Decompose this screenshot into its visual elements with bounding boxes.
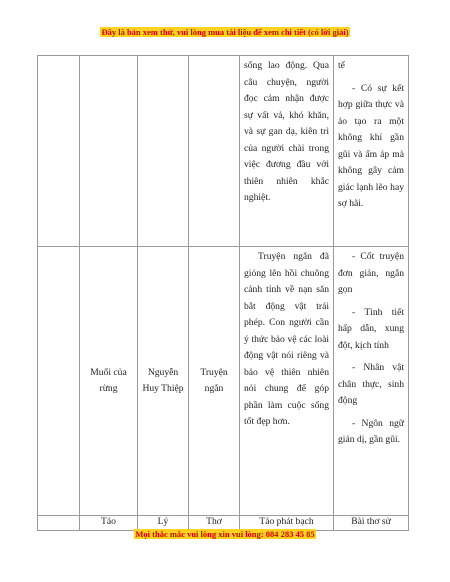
content-text: Truyện ngắn đã gióng lên hồi chuông cảnh tỉnh về nạn săn bắt động vật trái phép. Con người cần ý thức bảo vệ các loài động vật nói riêng và bảo vệ thiên nhiên nói chung để góp phần làm cuộc sống tốt đẹp hơn. bbox=[244, 251, 329, 427]
feature-item: - Ngôn ngữ giản dị, gần gũi. bbox=[338, 417, 404, 445]
index-cell bbox=[38, 56, 80, 247]
genre-cell bbox=[189, 56, 240, 247]
features-cell bbox=[334, 247, 409, 516]
feature-item: - Có sự kết hợp giữa thực và ảo tạo ra một không khí gần gũi và ấm áp mà không gây cảm giác lạnh lẽo hay sợ hãi. bbox=[338, 82, 404, 209]
preview-notice-banner bbox=[0, 27, 450, 38]
features-list bbox=[334, 56, 408, 215]
features-list bbox=[334, 247, 408, 451]
work-title: Muối của rừng bbox=[90, 366, 127, 394]
author-name: Nguyễn Huy Thiệp bbox=[142, 366, 184, 394]
genre-cell bbox=[189, 247, 240, 516]
content-text: Tảo phát bạch bbox=[259, 516, 314, 527]
index-cell bbox=[38, 247, 80, 516]
feature-item: - Tình tiết hấp dẫn, xung đột, kịch tính bbox=[338, 306, 404, 351]
features-cell bbox=[334, 56, 409, 247]
title-cell bbox=[80, 247, 138, 516]
genre-text: Truyện ngắn bbox=[200, 366, 228, 394]
title-cell bbox=[80, 56, 138, 247]
author-name: Lý bbox=[157, 516, 169, 527]
feature-item: - Cốt truyện đơn giản, ngắn gọn bbox=[338, 251, 404, 295]
table-row bbox=[38, 56, 409, 247]
preview-notice-text: Đây là bản xem thử, vui lòng mua tài liệu để xem chi tiết (có lời giải) bbox=[101, 27, 349, 37]
feature-item: tế bbox=[338, 60, 345, 71]
literature-table bbox=[37, 55, 409, 531]
genre-text: Thơ bbox=[206, 516, 222, 527]
contact-notice-text: Mọi thắc mắc vui lòng xin vui lòng: 084 283 45 85 bbox=[135, 529, 315, 539]
feature-item: Bài thơ sử bbox=[351, 516, 391, 527]
feature-item: - Nhân vật chân thực, sinh động bbox=[338, 362, 404, 406]
author-cell bbox=[138, 56, 189, 247]
content-cell bbox=[240, 247, 334, 516]
work-title: Tảo bbox=[101, 516, 116, 527]
content-cell bbox=[240, 56, 334, 247]
contact-notice-banner bbox=[0, 529, 450, 540]
author-cell bbox=[138, 247, 189, 516]
table-row bbox=[38, 247, 409, 516]
content-text: sống lao động. Qua câu chuyện, người đọc cảm nhận được sự vất vả, khó khăn, và sự gan dạ, kiên trì của người chài trong việc đương đầu với thiên nhiên khắc nghiệt. bbox=[244, 60, 329, 203]
